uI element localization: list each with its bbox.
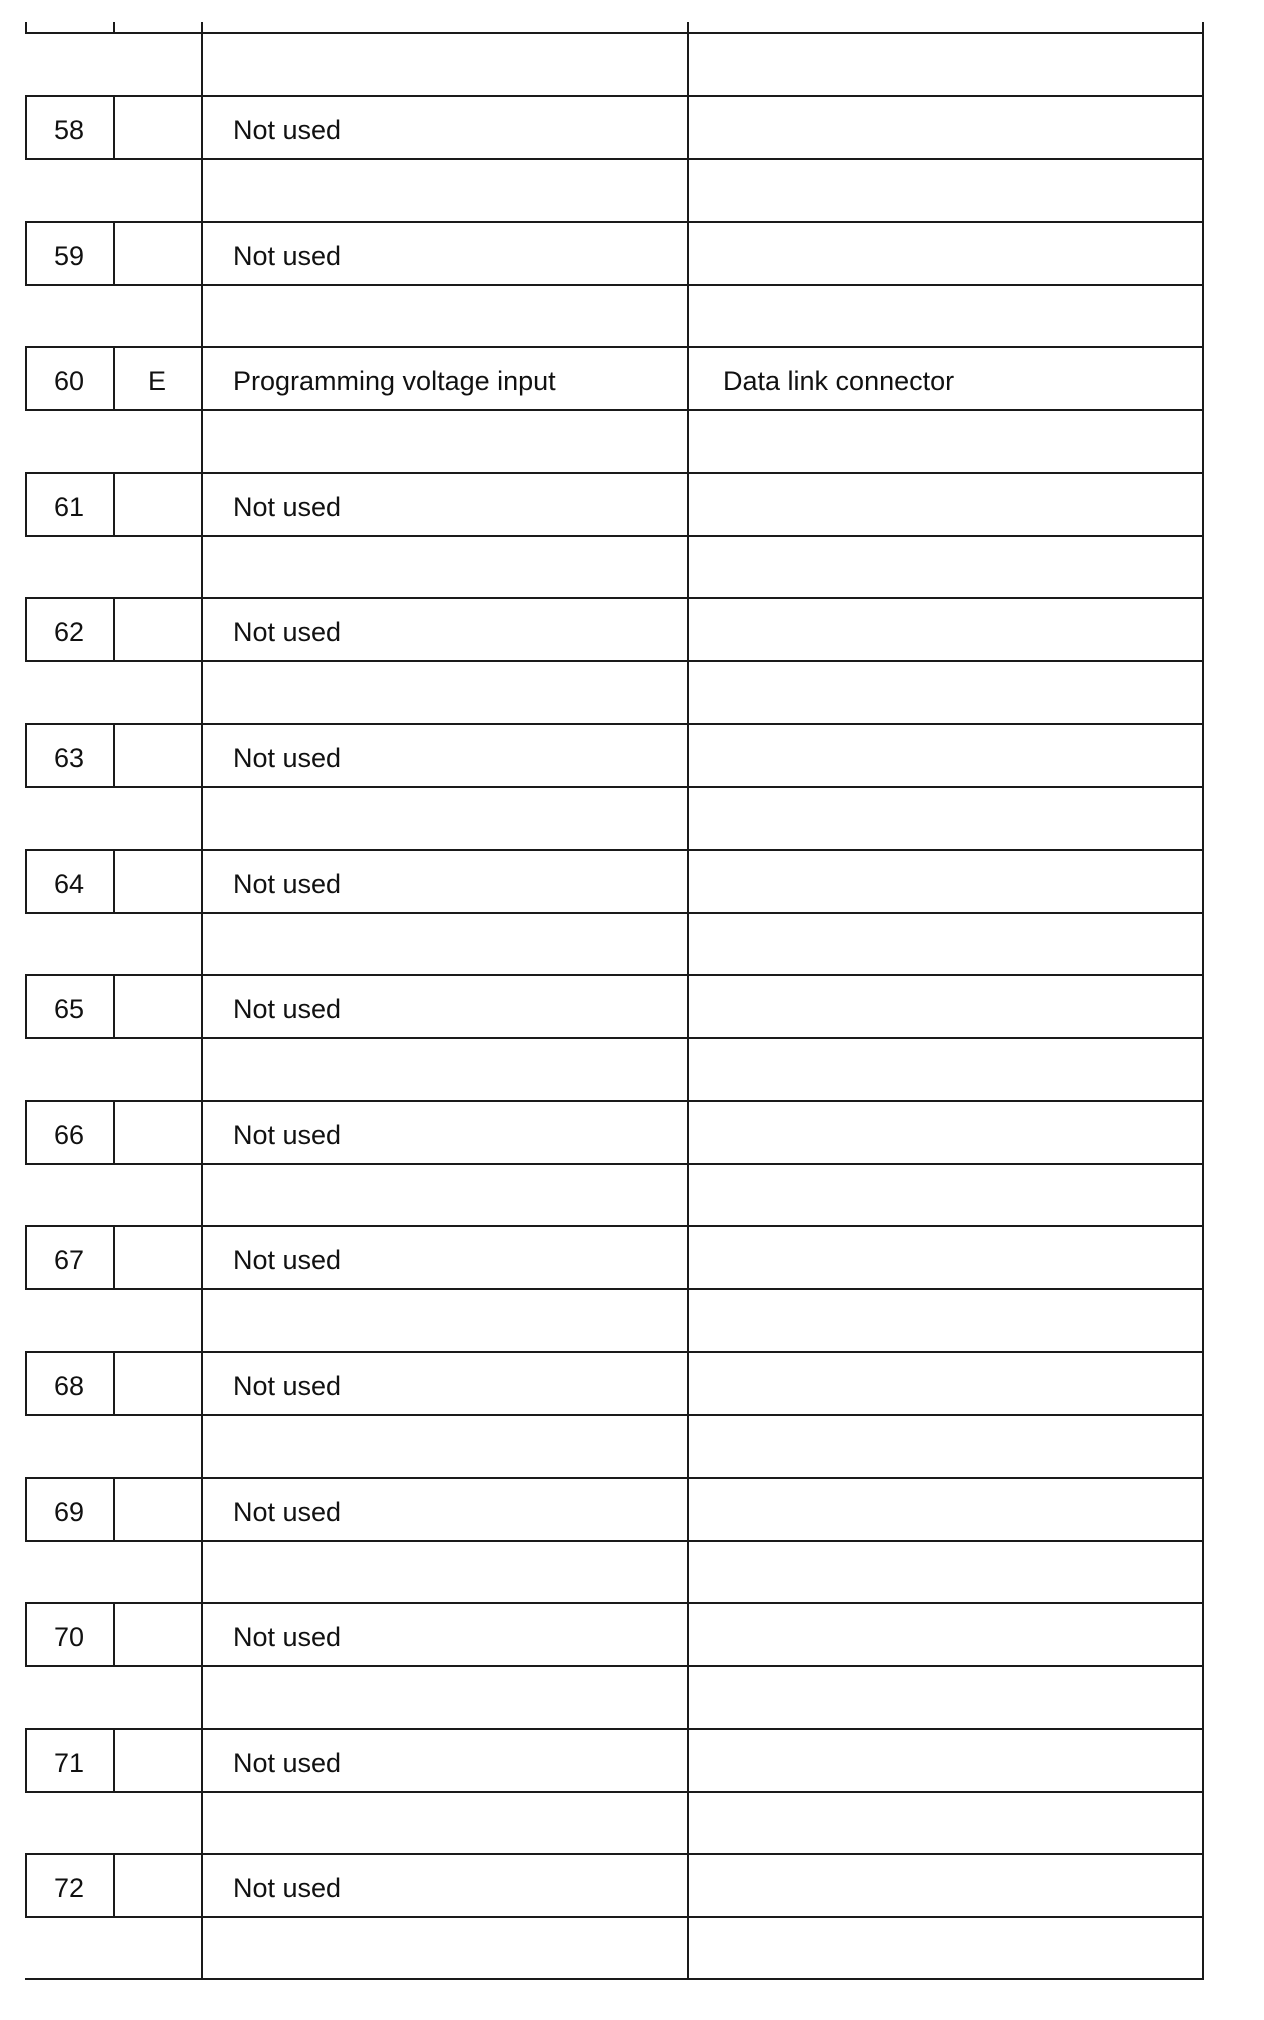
row-bottom-rule	[25, 1163, 1202, 1165]
pin-number: 70	[53, 1622, 85, 1652]
pin-description: Not used	[233, 1873, 342, 1903]
pin-number: 63	[53, 743, 85, 773]
row-pin-rule	[113, 597, 115, 662]
row-pin-rule	[113, 1477, 115, 1542]
row-pin-rule	[113, 849, 115, 914]
row-top-rule	[25, 472, 1202, 474]
pin-number: 71	[53, 1748, 85, 1778]
pin-number: 61	[53, 492, 85, 522]
pin-type: E	[147, 366, 166, 396]
pin-number: 59	[53, 241, 85, 271]
pin-description: Not used	[233, 743, 342, 773]
row-pin-rule	[113, 1225, 115, 1290]
top-tick-pin	[113, 22, 115, 34]
row-top-rule	[25, 1100, 1202, 1102]
pin-description: Not used	[233, 1497, 342, 1527]
pin-number: 65	[53, 994, 85, 1024]
pin-description: Not used	[233, 1371, 342, 1401]
pin-description: Not used	[233, 115, 342, 145]
pin-description: Not used	[233, 1622, 342, 1652]
row-bottom-rule	[25, 1665, 1202, 1667]
pin-description: Not used	[233, 869, 342, 899]
pin-number: 67	[53, 1245, 85, 1275]
row-top-rule	[25, 1602, 1202, 1604]
row-bottom-rule	[25, 158, 1202, 160]
row-bottom-rule	[25, 1540, 1202, 1542]
pin-number: 66	[53, 1120, 85, 1150]
row-pin-rule	[113, 1728, 115, 1793]
row-pin-rule	[113, 974, 115, 1039]
pin-number: 62	[53, 617, 85, 647]
pin-number: 69	[53, 1497, 85, 1527]
pin-connection: Data link connector	[723, 366, 955, 396]
right-border-rule	[1202, 22, 1204, 1980]
row-top-rule	[25, 1351, 1202, 1353]
top-tick-left	[25, 22, 27, 34]
row-pin-rule	[113, 472, 115, 537]
row-bottom-rule	[25, 409, 1202, 411]
pin-description: Not used	[233, 1120, 342, 1150]
row-bottom-rule	[25, 1414, 1202, 1416]
row-top-rule	[25, 1225, 1202, 1227]
row-pin-rule	[113, 723, 115, 788]
description-column-rule	[201, 22, 203, 1980]
pin-description: Not used	[233, 241, 342, 271]
row-top-rule	[25, 723, 1202, 725]
row-pin-rule	[113, 95, 115, 160]
row-pin-rule	[113, 1602, 115, 1667]
row-bottom-rule	[25, 1916, 1202, 1918]
pin-description: Not used	[233, 1245, 342, 1275]
row-top-rule	[25, 346, 1202, 348]
row-top-rule	[25, 974, 1202, 976]
row-bottom-rule	[25, 1791, 1202, 1793]
row-top-rule	[25, 1477, 1202, 1479]
table-bottom-rule	[25, 1978, 1202, 1980]
pin-number: 58	[53, 115, 85, 145]
row-pin-rule	[113, 1351, 115, 1416]
row-top-rule	[25, 849, 1202, 851]
pin-description: Not used	[233, 1748, 342, 1778]
row-pin-rule	[113, 1853, 115, 1918]
row-bottom-rule	[25, 1288, 1202, 1290]
row-bottom-rule	[25, 284, 1202, 286]
row-bottom-rule	[25, 786, 1202, 788]
row-bottom-rule	[25, 912, 1202, 914]
pin-description: Not used	[233, 617, 342, 647]
pin-number: 60	[53, 366, 85, 396]
row-pin-rule	[113, 1100, 115, 1165]
pin-description: Not used	[233, 492, 342, 522]
row-top-rule	[25, 1853, 1202, 1855]
row-bottom-rule	[25, 1037, 1202, 1039]
row-top-rule	[25, 597, 1202, 599]
pin-number: 68	[53, 1371, 85, 1401]
pin-description: Programming voltage input	[233, 366, 556, 396]
connection-column-rule	[687, 22, 689, 1980]
row-bottom-rule	[25, 535, 1202, 537]
row-top-rule	[25, 95, 1202, 97]
row-pin-rule	[113, 221, 115, 286]
pin-number: 72	[53, 1873, 85, 1903]
row-bottom-rule	[25, 660, 1202, 662]
pin-number: 64	[53, 869, 85, 899]
pin-description: Not used	[233, 994, 342, 1024]
row-top-rule	[25, 1728, 1202, 1730]
row-top-rule	[25, 221, 1202, 223]
